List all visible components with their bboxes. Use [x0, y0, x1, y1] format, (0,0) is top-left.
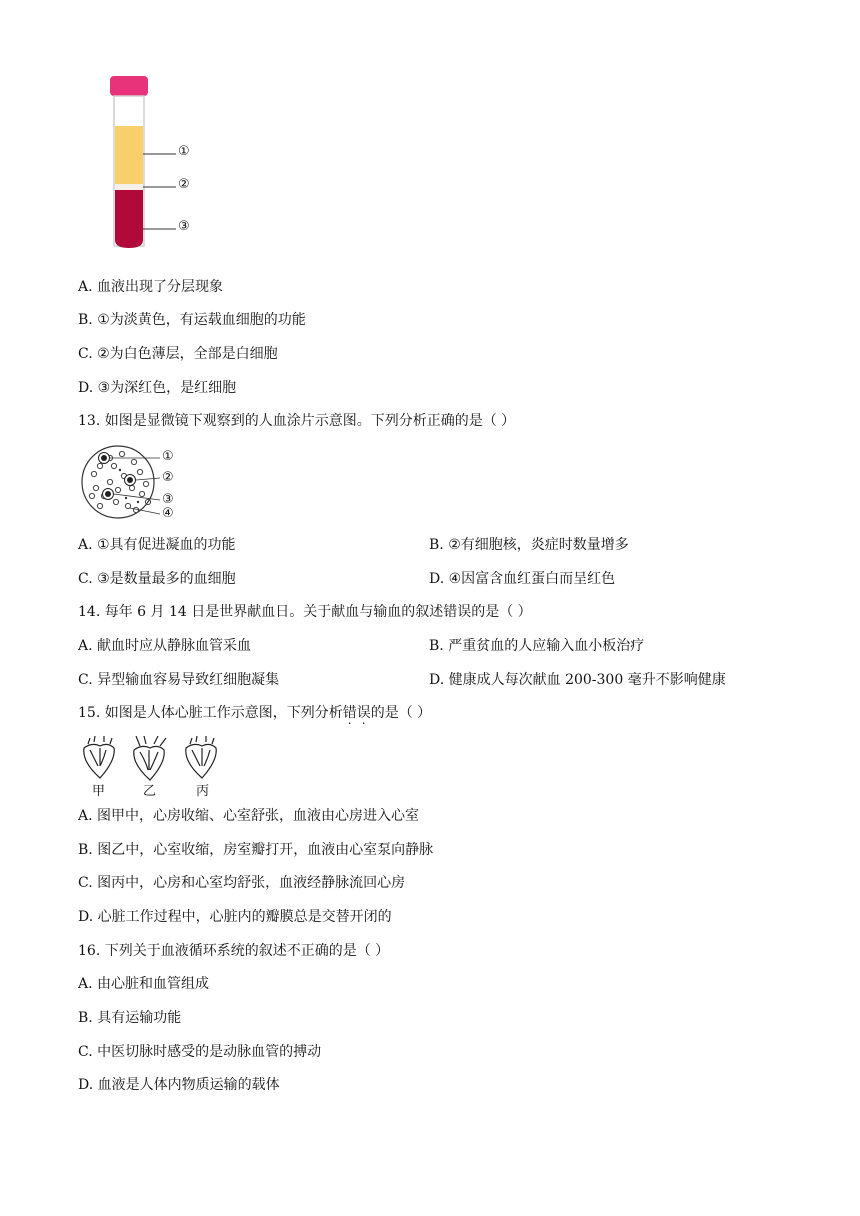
tube-label-2: ② [178, 177, 190, 192]
q13-option-d: D. ④因富含血红蛋白而呈红色 [429, 571, 616, 587]
q16-option-a: A. 由心脏和血管组成 [78, 976, 210, 992]
q16-option-b: B. 具有运输功能 [78, 1010, 182, 1026]
heart-jia [84, 736, 114, 778]
heart-label-yi: 乙 [143, 784, 157, 799]
q12-option-d: D. ③为深红色，是红细胞 [78, 380, 237, 396]
buffy-coat-layer [115, 184, 143, 190]
tube-cap [110, 76, 148, 96]
q15-stem-after: 的是（ ） [370, 705, 432, 721]
q14-stem: 14. 每年 6 月 14 日是世界献血日。关于献血与输血的叙述错误的是（ ） [78, 604, 532, 620]
q13-stem: 13. 如图是显微镜下观察到的人血涂片示意图。下列分析正确的是（ ） [78, 413, 516, 429]
heart-cycle-figure [78, 736, 228, 784]
red-cell-layer [115, 190, 143, 248]
smear-label-4: ④ [162, 506, 174, 521]
tube-label-3: ③ [178, 219, 190, 234]
smear-field [82, 446, 154, 518]
blood-layering-test-tube-figure [100, 70, 230, 255]
q15-option-a: A. 图甲中，心房收缩、心室舒张，血液由心房进入心室 [78, 808, 420, 824]
q12-option-a: A. 血液出现了分层现象 [78, 279, 224, 295]
heart-yi [134, 736, 166, 780]
q14-option-c: C. 异型输血容易导致红细胞凝集 [78, 672, 280, 688]
q14-option-a: A. 献血时应从静脉血管采血 [78, 638, 252, 654]
q15-option-c: C. 图丙中，心房和心室均舒张，血液经静脉流回心房 [78, 875, 406, 891]
q13-option-c: C. ③是数量最多的血细胞 [78, 571, 236, 587]
q15-stem [78, 703, 431, 723]
q16-stem: 16. 下列关于血液循环系统的叙述不正确的是（ ） [78, 943, 390, 959]
heart-bing [186, 736, 216, 778]
q14-option-b: B. 严重贫血的人应输入血小板治疗 [429, 638, 645, 654]
q15-option-d: D. 心脏工作过程中，心脏内的瓣膜总是交替开闭的 [78, 909, 392, 925]
smear-label-3: ③ [162, 492, 174, 507]
plasma-layer [115, 126, 143, 184]
q15-stem-before: 15. 如图是人体心脏工作示意图，下列分析 [78, 705, 343, 721]
q16-option-d: D. 血液是人体内物质运输的载体 [78, 1077, 280, 1093]
q13-option-b: B. ②有细胞核，炎症时数量增多 [429, 537, 629, 553]
q12-option-b: B. ①为淡黄色，有运载血细胞的功能 [78, 312, 306, 328]
q13-option-a: A. ①具有促进凝血的功能 [78, 537, 236, 553]
tube-label-1: ① [178, 144, 190, 159]
smear-label-2: ② [162, 470, 174, 485]
heart-label-jia: 甲 [92, 784, 106, 799]
q12-option-c: C. ②为白色薄层，全部是白细胞 [78, 346, 278, 362]
q16-option-c: C. 中医切脉时感受的是动脉血管的搏动 [78, 1044, 322, 1060]
heart-label-bing: 丙 [196, 784, 210, 799]
q14-option-d: D. 健康成人每次献血 200-300 毫升不影响健康 [429, 672, 726, 688]
q15-stem-emph-1: 错 [342, 705, 357, 721]
q15-option-b: B. 图乙中，心室收缩，房室瓣打开，血液由心室泵向静脉 [78, 842, 434, 858]
q15-stem-emph-2: 误 [356, 705, 371, 721]
smear-label-1: ① [162, 449, 174, 464]
